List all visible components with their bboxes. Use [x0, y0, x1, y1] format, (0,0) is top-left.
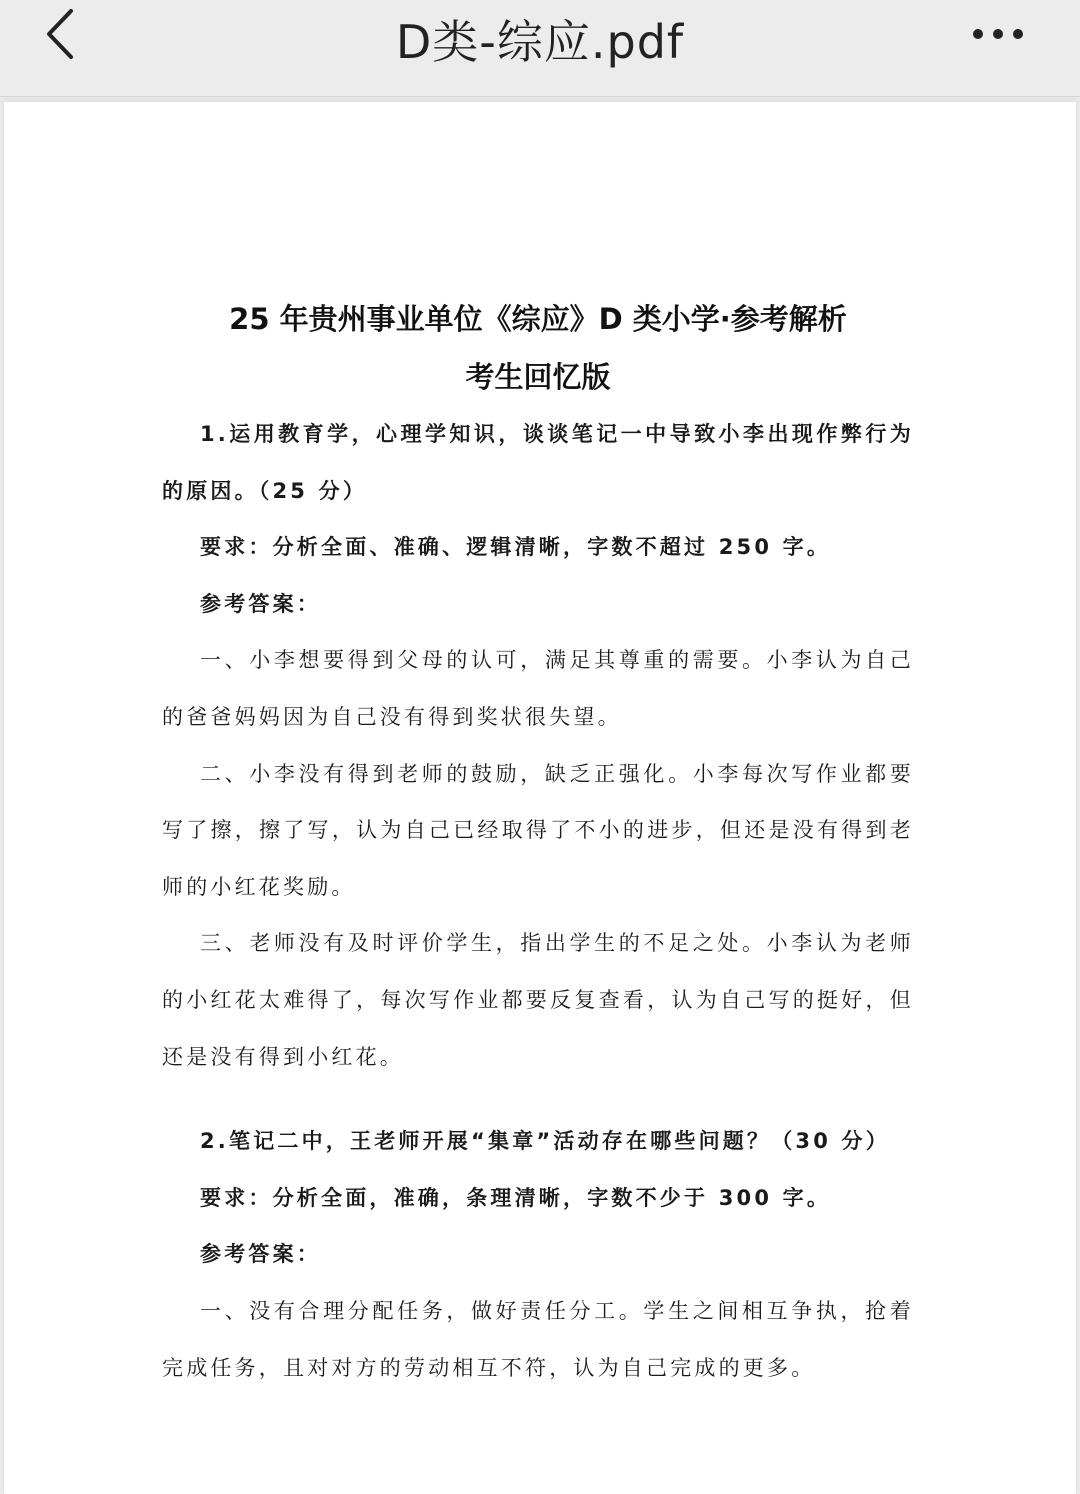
doc-title-line2: 考生回忆版	[465, 360, 611, 394]
question-2-answer-label: 参考答案：	[200, 1242, 321, 1267]
question-1-requirement: 要求：分析全面、准确、逻辑清晰，字数不超过 250 字。	[200, 535, 832, 560]
question-1-answer-2: 二、小李没有得到老师的鼓励，缺乏正强化。小李每次写作业都要写了擦，擦了写，认为自己已经取得了不小的进步，但还是没有得到老师的小红花奖励。	[162, 761, 914, 899]
question-1: 1.运用教育学，心理学知识，谈谈笔记一中导致小李出现作弊行为的原因。（25 分）	[162, 422, 914, 503]
file-title: D类-综应.pdf	[395, 15, 685, 69]
question-2-answer-1: 一、没有合理分配任务，做好责任分工。学生之间相互争执，抢着完成任务，且对对方的劳动相互不符，认为自己完成的更多。	[162, 1298, 914, 1380]
question-1-answer-1: 一、小李想要得到父母的认可，满足其尊重的需要。小李认为自己的爸爸妈妈因为自己没有得到奖状很失望。	[162, 648, 914, 729]
question-2: 2.笔记二中，王老师开展“集章”活动存在哪些问题？（30 分）	[200, 1129, 890, 1154]
more-horizontal-icon	[972, 28, 1024, 40]
document-body	[162, 290, 914, 1396]
more-button[interactable]	[958, 14, 1038, 54]
question-1-answer-3: 三、老师没有及时评价学生，指出学生的不足之处。小李认为老师的小红花太难得了，每次写作业都要反复查看，认为自己写的挺好，但还是没有得到小红花。	[162, 931, 914, 1069]
question-1-answer-label: 参考答案：	[200, 591, 321, 616]
chevron-left-icon	[45, 8, 75, 60]
top-bar	[0, 0, 1080, 97]
back-button[interactable]	[30, 4, 90, 64]
doc-title-line1: 25 年贵州事业单位《综应》D 类小学·参考解析	[229, 302, 847, 336]
question-2-requirement: 要求：分析全面，准确，条理清晰，字数不少于 300 字。	[200, 1185, 832, 1210]
